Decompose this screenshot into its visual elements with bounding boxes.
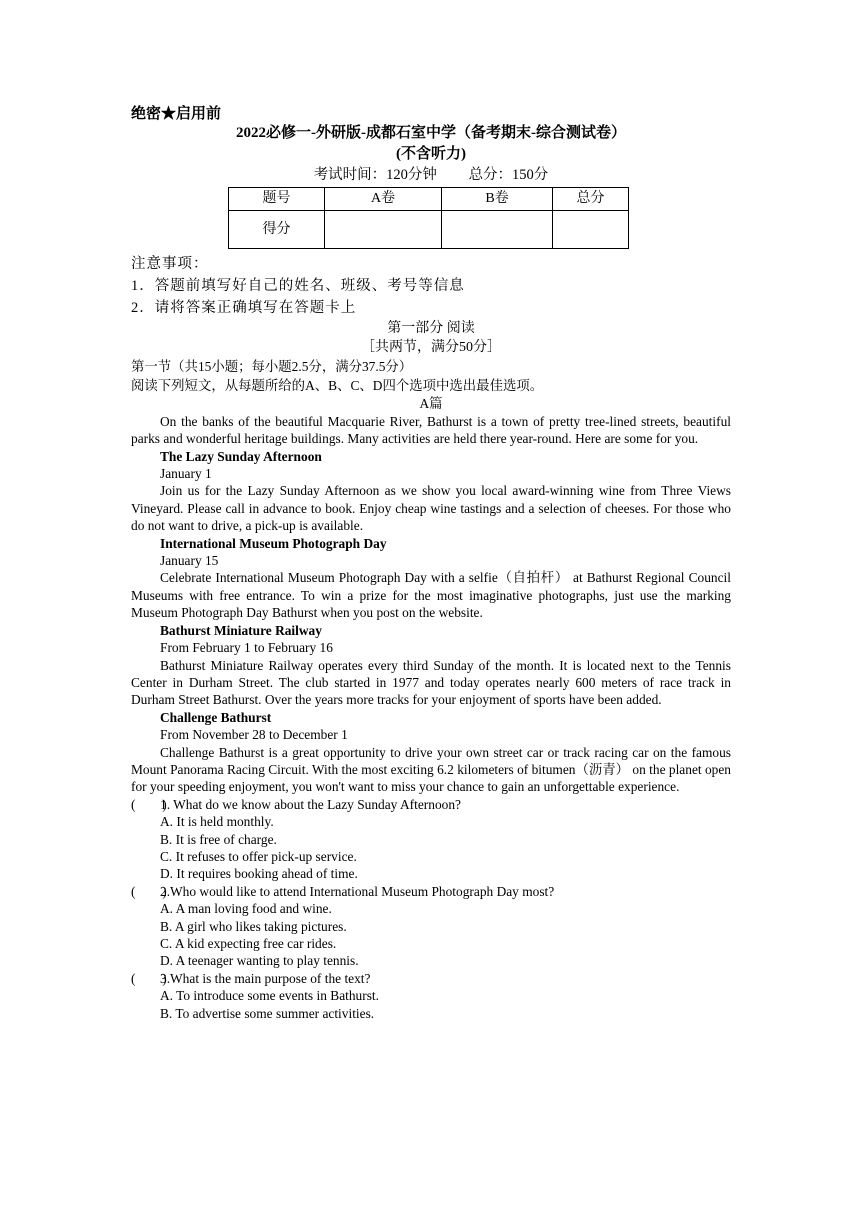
option: C. A kid expecting free car rides. xyxy=(160,936,337,951)
option: D. A teenager wanting to play tennis. xyxy=(160,953,359,969)
option: A. To introduce some events in Bathurst. xyxy=(160,988,379,1004)
event-body: Bathurst Miniature Railway operates every third Sunday of the month. It is located next to the Tennis Center in Durham Street. The club started in 1977 and today operates nearly 600 meters of race track in Durham Street Bathurst. Over the years more tracks for your enjoyment of sports have been added. xyxy=(131,657,731,708)
question-stem: 1. What do we know about the Lazy Sunday Afternoon? xyxy=(160,796,461,812)
answer-blank[interactable]: ( ) xyxy=(131,796,167,812)
event-body: Celebrate International Museum Photograph Day with a selfie（自拍杆） at Bathurst Regional Council Museums with free entrance. To win a prize for the most imaginative photographs, just use the marking Museum Photograph Day Bathurst when you post on the website. xyxy=(131,570,731,621)
section-title: 第一节（共15小题；每小题2.5分，满分37.5分） xyxy=(131,358,413,374)
score-row-label: 得分 xyxy=(229,210,325,248)
exam-title: 2022必修一-外研版-成都石室中学（备考期末-综合测试卷） xyxy=(236,125,626,142)
exam-page xyxy=(131,100,731,1022)
event-title: Challenge Bathurst xyxy=(160,709,272,725)
event-date: January 1 xyxy=(160,466,212,482)
option: B. A girl who likes taking pictures. xyxy=(160,918,347,934)
exam-time: 考试时间：120分钟 xyxy=(313,167,437,184)
event-date: January 15 xyxy=(160,553,219,569)
passage-label: A篇 xyxy=(419,395,443,411)
answer-blank[interactable]: ( ) xyxy=(131,970,167,986)
part-sub: ［共两节，满分50分］ xyxy=(361,339,501,355)
option: D. It requires booking ahead of time. xyxy=(160,866,358,882)
notice-item: 2．请将答案正确填写在答题卡上 xyxy=(131,299,357,316)
secret-label: 绝密★启用前 xyxy=(131,106,222,122)
event-body: Challenge Bathurst is a great opportunity to drive your own street car or track racing car on the famous Mount Panorama Racing Circuit. With the most exciting 6.2 kilometers of bitumen（沥青） on the planet open for your speeding enjoyment, you won't want to miss your chance to gain an unforgettable experience. xyxy=(131,744,731,795)
option: B. It is free of charge. xyxy=(160,831,277,847)
event-title: The Lazy Sunday Afternoon xyxy=(160,448,322,464)
question xyxy=(131,796,731,813)
event-body: Join us for the Lazy Sunday Afternoon as we show you local award-winning wine from Three Views Vineyard. Please call in advance to book. Enjoy cheap wine tastings and a selection of cheeses. For those who do not want to drive, a pick-up is available. xyxy=(131,483,731,534)
passage-intro: On the banks of the beautiful Macquarie River, Bathurst is a town of pretty tree-lined streets, beautiful parks and wonderful heritage buildings. Many activities are held there year-round. Here are some for you. xyxy=(131,413,731,447)
score-header-cell: 题号 xyxy=(229,187,325,210)
option: C. It refuses to offer pick-up service. xyxy=(160,848,357,864)
part-title: 第一部分 阅读 xyxy=(387,320,475,336)
answer-blank[interactable]: ( ) xyxy=(131,883,167,899)
notice-title: 注意事项： xyxy=(131,255,209,272)
instruction: 阅读下列短文，从每题所给的A、B、C、D四个选项中选出最佳选项。 xyxy=(131,377,544,393)
exam-meta xyxy=(131,167,731,184)
question-stem: 3.What is the main purpose of the text? xyxy=(160,970,371,986)
exam-subtitle: (不含听力) xyxy=(396,146,466,163)
score-cell[interactable] xyxy=(325,210,442,248)
exam-total: 总分：150分 xyxy=(468,167,549,184)
event-date: From November 28 to December 1 xyxy=(160,727,348,743)
question xyxy=(131,970,731,987)
question-stem: 2.Who would like to attend International Museum Photograph Day most? xyxy=(160,883,555,899)
score-table xyxy=(228,187,629,249)
question xyxy=(131,883,731,900)
score-cell[interactable] xyxy=(442,210,553,248)
option: A. A man loving food and wine. xyxy=(160,901,332,917)
score-header-cell: A卷 xyxy=(325,187,442,210)
option: B. To advertise some summer activities. xyxy=(160,1005,375,1021)
notice-item: 1．答题前填写好自己的姓名、班级、考号等信息 xyxy=(131,277,465,294)
event-title: Bathurst Miniature Railway xyxy=(160,622,322,638)
event-date: From February 1 to February 16 xyxy=(160,640,333,656)
score-header-cell: 总分 xyxy=(553,187,629,210)
score-cell[interactable] xyxy=(553,210,629,248)
event-title: International Museum Photograph Day xyxy=(160,535,387,551)
option: A. It is held monthly. xyxy=(160,814,274,830)
notice xyxy=(131,253,731,319)
score-header-cell: B卷 xyxy=(442,187,553,210)
